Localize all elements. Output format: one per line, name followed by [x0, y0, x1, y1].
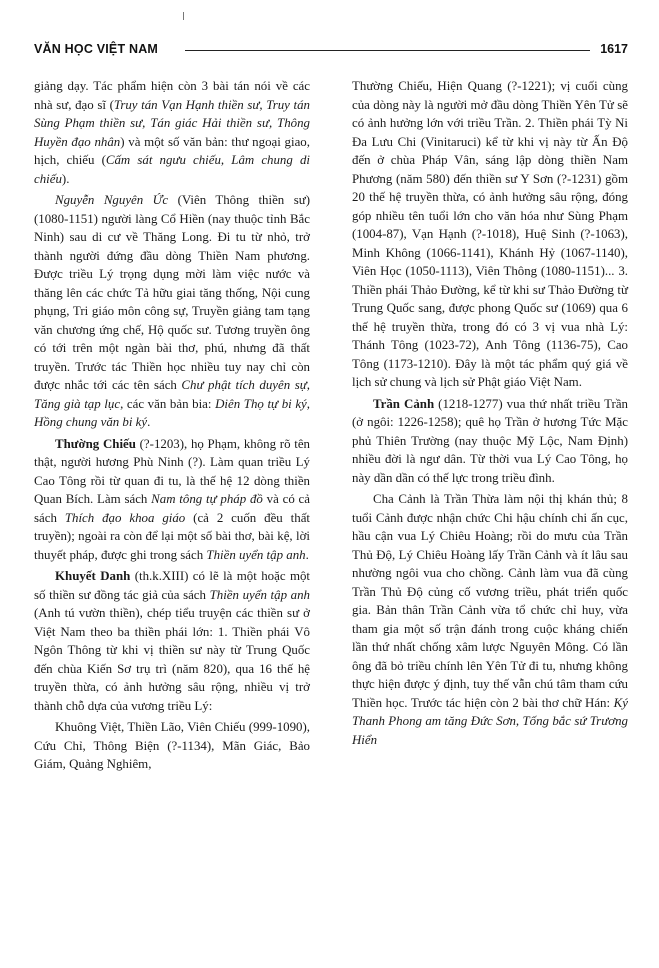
text-run: Khuông Việt, Thiền Lão, Viên Chiếu (999-1090), Cứu Chỉ, Thông Biện (?-1134), Mãn Giác, Bảo Giám, Quảng Nghiêm, [34, 720, 310, 771]
entry-name: Trần Cảnh [373, 396, 435, 411]
paragraph [34, 77, 310, 188]
header-rule [185, 50, 590, 51]
text-run: (Anh tú vườn thiền), chép tiểu truyện các thiền sư ở Việt Nam theo ba thiền phái lớn: 1. Thiền phái Vô Ngôn Thông từ khi vị thiền sư này từ Trung Quốc đến chùa Kiến Sơ trụ trì (năm 820), qua 16 thế hệ truyền thừa, có ảnh hưởng sâu rộng, nhiều vị trở thành chỗ dựa của vương triều Lý: [34, 606, 310, 713]
work-title: Thiền uyển tập anh [206, 547, 306, 562]
paragraph [34, 718, 310, 774]
entry-name: Khuyết Danh [55, 569, 131, 583]
paragraph [34, 435, 310, 565]
text-run: ) và một số văn bản: thư ngoại giao, hịch, chiếu ( [34, 134, 310, 167]
text-run: . [305, 547, 309, 562]
text-run: (th.k.XIII) có lẽ là một hoặc một số thiền sư đồng tác giả của sách [34, 569, 311, 602]
text-run: (Viên Thông thiền sư) (1080-1151) người làng Cổ Hiền (nay thuộc tỉnh Bắc Ninh) sau di cư về Thăng Long. Đi tu từ nhỏ, trở thành người đứng đầu dòng Thiền Nam phương. Được triều Lý trọng dụng mời làm việc nước và thăng lên các chức Tả hữu giai tăng thống, Nội cung phụng, Tri giáo môn công sự, Truyền giảng tam tạng văn chương ứng chế, Hộ quốc sư. Tương truyền ông có tới trên một ngàn bài thơ, phú, nhưng đã thất truyền. Trước tác Thiền học nhiều tuy nay chỉ còn được nhắc tới các tên sách [34, 193, 310, 392]
paragraph [34, 567, 310, 715]
text-run: ). [61, 171, 70, 186]
text-run: và có cả sách [34, 492, 310, 525]
paragraph [34, 191, 310, 432]
paragraph [352, 490, 628, 749]
right-column [352, 77, 628, 752]
paragraph [352, 395, 628, 488]
work-title: Thích đạo khoa giáo [64, 510, 186, 525]
text-run: (1218-1277) vua thứ nhất triều Trần (ở ngôi: 1226-1258); quê họ Trần ở hương Tức Mặc phủ Thiên Trường (nay thuộc Mỹ Lộc, Nam Định) nhiều đời là ngư dân. Từ thời vua Lý Cao Tông, họ này dần dần có thế lực trong triều đình. [352, 396, 628, 485]
header-title: VĂN HỌC VIỆT NAM [34, 42, 159, 56]
work-title: Ký Thanh Phong am tăng Đức Sơn, Tống bắc sứ Trương Hiển [352, 695, 628, 747]
text-run: (cả 2 cuốn đều thất truyền); ngoài ra còn để lại một số bài thơ, bài kệ, lời thuyết pháp, được ghi trong sách [34, 510, 310, 562]
text-run: (?-1203), họ Phạm, không rõ tên thật, người hương Phù Ninh (?). Làm quan triều Lý Cao Tông rồi từ quan đi tu, là thế hệ 12 dòng thiền Quan Bích. Làm sách [34, 436, 310, 506]
work-title: Nam tông tự pháp đồ [151, 492, 263, 506]
work-title: Cấm sát ngưu chiếu, Lâm chung di chiếu [34, 153, 310, 186]
running-header [34, 40, 628, 60]
text-run: . [147, 415, 151, 429]
text-run: , các văn bản bia: [120, 396, 216, 411]
work-title: Truy tán Vạn Hạnh thiền sư, Truy tán Sùng Phạm thiền sư, Tán giác Hải thiền sư, Thông Huyền đạo nhân [34, 97, 310, 149]
work-title: Nguyễn Nguyên Ức [55, 193, 169, 207]
work-title: Diên Thọ tự bi ký, Hồng chung văn bi ký [34, 396, 311, 429]
paragraph [352, 77, 628, 392]
text-run: Thường Chiếu, Hiện Quang (?-1221); vị cuối cùng của dòng này là người mở đầu dòng Thiền Yên Tử sẽ có ảnh hưởng lớn với triều Trần. 2. Thiền phái Tỳ Ni Đa Lưu Chi (Vinitaruci) kể từ khi vị này từ Ấn Độ đến ở chùa Pháp Vân, sáng lập dòng thiền Nam Phương (năm 580) đến thiền sư Y Sơn (?-1231) gồm 20 thế hệ truyền thừa, có ảnh hưởng sâu rộng, đóng góp nhiều tên tuổi lớn cho văn hóa như Sùng Phạm (1004-87), Vạn Hạnh (?-1018), Huệ Sinh (?-1063), Minh Không (1066-1141), Khánh Hỷ (1067-1140), Viên Học (1050-1113), Viên Thông (1080-1151)... 3. Thiền phái Thảo Đường, kể từ khi sư Thảo Đường từ Trung Quốc sang, được phong Quốc sư (1069) qua 6 thế hệ truyền thừa, trong đó có 3 vị vua nhà Lý: Thánh Tông (1023-72), Anh Tông (1136-75), Cao Tông (1173-1210). Đây là một tác phẩm quý giá về lịch sử chung và lịch sử Phật giáo Việt Nam. [352, 79, 628, 389]
page-number: 1617 [600, 42, 628, 56]
text-run: giảng dạy. Tác phẩm hiện còn 3 bài tán nói về các nhà sư, đạo sĩ ( [34, 79, 310, 112]
work-title: Chư phật tích duyên sự, Tăng già tạp lục [34, 378, 311, 411]
left-column [34, 77, 310, 777]
scan-mark [183, 12, 184, 20]
entry-name: Thường Chiếu [55, 436, 136, 451]
work-title: Thiền uyển tập anh [209, 587, 310, 602]
text-run: Cha Cảnh là Trần Thừa làm nội thị khán thủ; 8 tuổi Cảnh được nhận chức Chi hậu chính chi ấn cục, hầu cận vua Lý Chiêu Hoàng; rồi do mưu của Trần Thủ Độ, Lý Chiêu Hoàng lấy Trần Cảnh và ít lâu sau nhường ngôi vua cho chồng. Cảnh làm vua đã cùng Trần Thủ Độ củng cố vương triều, phát triển quốc gia. Bản thân Trần Cảnh vừa tổ chức chỉ huy, vừa tham gia một số trận đánh trong cuộc kháng chiến lần thứ nhất chống xâm lược Nguyên Mông. Có lần ông đã bỏ triều chính lên Yên Tử đi tu, nhưng không thực hiện được ý định, tuy thế vẫn chú tâm tham cứu Thiền học. Trước tác hiện còn 2 bài thơ chữ Hán: [352, 492, 628, 710]
